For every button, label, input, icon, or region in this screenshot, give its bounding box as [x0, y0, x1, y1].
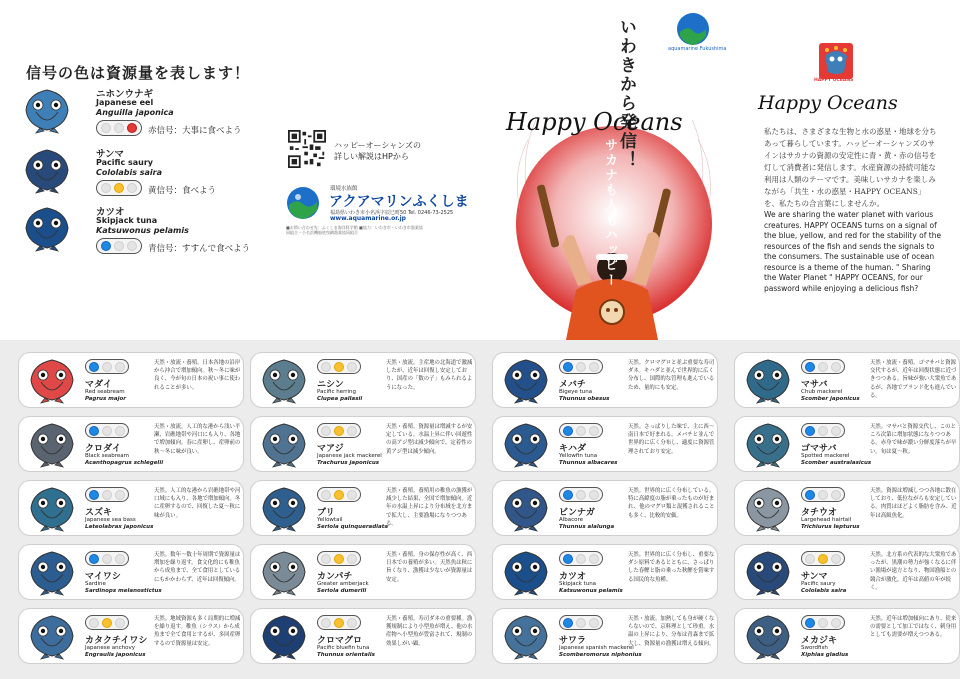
fish-name-scientific: Trachurus japonicus: [317, 460, 380, 466]
traffic-light: [317, 551, 361, 566]
signal-blue-lamp: [805, 554, 815, 564]
fish-name-scientific: Cololabis saira: [96, 168, 163, 177]
fish-name-jp: クロマグロ: [317, 636, 363, 646]
signal-blue-lamp: [101, 123, 111, 133]
signal-blue-lamp: [101, 183, 111, 193]
traffic-light: [801, 423, 845, 438]
signal-blue-lamp: [805, 426, 815, 436]
fish-name-scientific: Sardinops melanostictus: [85, 588, 162, 594]
signal-red-lamp: [347, 426, 357, 436]
signal-yellow-lamp: [102, 554, 112, 564]
fish-name-en: Red seabream: [85, 389, 125, 395]
headline-vertical: いわきから発信！: [616, 18, 636, 170]
traffic-light: [317, 423, 361, 438]
fish-description: 天然。人工的な港から岩礁地帯や河口域にも入り、各地で増加傾向。冬に産卵するので、回復した夏〜秋に味が良い。: [154, 488, 241, 519]
fish-description: 天然・養殖。資源量は増減するが安定している。水温上昇に伴い回遊性の高アジ型は減少傾向で、定着性の黄アジ型は減少傾向。: [386, 424, 473, 455]
fish-description: 天然・放流。主産地の北海道で激減したが、近年は回復し安定しており、国産の「数の子」もみられるようになった。: [386, 360, 473, 391]
signal-blue-lamp: [563, 362, 573, 372]
signal-red-lamp: [347, 618, 357, 628]
fish-name-scientific: Scomberomorus niphonius: [559, 652, 642, 658]
fish-name-jp: マダイ: [85, 380, 112, 390]
eel-icon: [22, 88, 72, 134]
traffic-light: [801, 551, 845, 566]
fish-description: 天然・放流・養殖。日本各地の沿岸から沖合で増加傾向。秋〜冬に味が良く、今が旬の日本の祝い事に使われることが多い。: [154, 360, 241, 391]
signal-red-lamp: [831, 554, 841, 564]
signal-red-lamp: [127, 123, 137, 133]
fish-name-scientific: Katsuwonus pelamis: [96, 226, 189, 235]
traffic-light: [85, 551, 129, 566]
signal-blue-lamp: [563, 618, 573, 628]
fish-card[interactable]: [734, 608, 960, 664]
fish-card[interactable]: [250, 480, 476, 536]
fish-description: 天然。北方系の代表的な大衆魚であったが、黒潮の勢力が強くなるに伴い漁場が遠方となり、物国漁船との競合が激化。近年は高値の年が続く。: [870, 552, 957, 591]
fish-card[interactable]: [18, 608, 244, 664]
fish-card[interactable]: [492, 544, 718, 600]
fish-description: 天然。クロマグロと並ぶ重要な寿司ダネ。キハダと並んで世界的に広く分布し、国際的な管理も進んでいるため、量的にも安定。: [628, 360, 715, 391]
fish-card[interactable]: [250, 352, 476, 408]
fish-card-grid: [0, 340, 960, 679]
traffic-light: [85, 487, 129, 502]
signal-blue-lamp: [563, 426, 573, 436]
fish-name-jp: ビンナガ: [559, 508, 595, 518]
fish-name-en: Japanese eel: [96, 98, 154, 107]
legend-row: [18, 86, 258, 142]
fish-name-en: Yellowtail: [317, 517, 343, 523]
fish-card[interactable]: [18, 416, 244, 472]
signal-red-lamp: [347, 554, 357, 564]
fish-name-en: Largehead hairtail: [801, 517, 852, 523]
traffic-light: [559, 615, 603, 630]
legend-title: 信号の色は資源量を表します！: [26, 64, 251, 82]
fish-name-scientific: Trichiurus lepturus: [801, 524, 860, 530]
fish-description: 天然。近年は増加傾向にあり、従来の需要として加工ではなく、刺身用としても需要が増えつつある。: [870, 616, 957, 639]
traffic-light: [559, 551, 603, 566]
saury-icon: [22, 148, 72, 194]
fish-name-en: Swordfish: [801, 645, 828, 651]
herring-icon: [259, 358, 309, 404]
signal-blue-lamp: [89, 618, 99, 628]
fish-name-jp: カタクチイワシ: [85, 636, 148, 646]
sardine-icon: [27, 550, 77, 596]
fish-name-scientific: Anguilla japonica: [96, 108, 174, 117]
fish-name-jp: ニホンウナギ: [96, 89, 154, 100]
signal-red-lamp: [127, 241, 137, 251]
signal-yellow-lamp: [114, 123, 124, 133]
fish-description: 天然・養殖。寿司ダネの重要種。漁獲規制により小型魚が増え、他の水産物へ小型魚が豊富されて、規制の効果しがい顕。: [386, 616, 473, 647]
fish-description: 天然。さっぱりした味で、主に西〜南日本で好まれる。メバチと並んで世界的に広く分布し、適度に資源管理されており安定。: [628, 424, 715, 455]
signal-yellow-lamp: [334, 490, 344, 500]
fish-name-en: Sardine: [85, 581, 106, 587]
signal-yellow-lamp: [576, 426, 586, 436]
fish-card[interactable]: [492, 352, 718, 408]
fish-description: 天然。資源は増減しつつ各地に散在しており、低位ながらも安定している。肉質はほどよく脂肪を含み、近年は高級魚化。: [870, 488, 957, 519]
fine-print: ■お問い合わせ先：ふくしま海洋科学館 ■協力：いわき市・いわき市漁業協同組合・小名浜機船底曳網漁業協同組合: [286, 225, 423, 235]
signal-blue-lamp: [805, 490, 815, 500]
fish-card[interactable]: [734, 416, 960, 472]
signal-red-lamp: [115, 618, 125, 628]
bluefin-tuna-icon: [259, 614, 309, 660]
fish-name-en: Pacific saury: [801, 581, 836, 587]
signal-red-lamp: [831, 426, 841, 436]
signal-red-lamp: [589, 554, 599, 564]
fish-card[interactable]: [18, 544, 244, 600]
signal-red-lamp: [831, 490, 841, 500]
black-seabream-icon: [27, 422, 77, 468]
traffic-light: [85, 423, 129, 438]
fish-description: 天然。マサバと資源交代し、このところ次第に増加状態になりつつある。赤身で味が濃い分鮮度落ちが早い。旬は夏〜秋。: [870, 424, 957, 455]
signal-blue-lamp: [321, 618, 331, 628]
fish-name-en: Spotted mackerel: [801, 453, 850, 459]
aquarium-url-link[interactable]: www.aquamarine.or.jp: [330, 215, 406, 222]
signal-red-lamp: [347, 490, 357, 500]
fish-name-en: Bigeye tuna: [559, 389, 593, 395]
signal-red-lamp: [589, 426, 599, 436]
fish-name-scientific: Thunnus alalunga: [559, 524, 615, 530]
signal-yellow-lamp: [576, 362, 586, 372]
signal-yellow-lamp: [334, 426, 344, 436]
fish-card[interactable]: [18, 480, 244, 536]
signal-blue-lamp: [89, 426, 99, 436]
signal-blue-lamp: [563, 490, 573, 500]
signal-yellow-lamp: [576, 554, 586, 564]
signal-red-lamp: [115, 490, 125, 500]
fish-name-scientific: Lateolabrax japonicus: [85, 524, 154, 530]
traffic-light: [801, 487, 845, 502]
fish-name-en: Black seabream: [85, 453, 129, 459]
signal-meaning: 黄信号：食べよう: [148, 186, 217, 196]
fish-name-en: Pacific herring: [317, 389, 357, 395]
fish-card[interactable]: [492, 480, 718, 536]
signal-yellow-lamp: [102, 362, 112, 372]
fish-description: 天然。地域資源も多く局期的に増減を繰り返す。稚魚（シラス）から成魚まで全て食用とするが、多回産卵するので資源量は安定。: [154, 616, 241, 647]
qr-caption-line: ハッピーオーシャンズの: [334, 141, 421, 150]
about-panel: [744, 0, 960, 340]
aquarium-name: アクアマリンふくしま: [329, 194, 469, 210]
signal-blue-lamp: [321, 490, 331, 500]
qr-caption: [334, 140, 421, 162]
fish-name-scientific: Seriola dumerili: [317, 588, 367, 594]
fish-name-scientific: Cololabis saira: [801, 588, 847, 594]
aquamarine-globe-icon: [676, 12, 710, 46]
fish-name-jp: メバチ: [559, 380, 586, 390]
fish-description: 天然。世界的に広く分布し、重要なダシ原料であるとともに、さっぱりした春鰹と脂の乗った秋鰹を賞味する国民的な魚種。: [628, 552, 715, 583]
fish-name-jp: サンマ: [801, 572, 828, 582]
fish-name-jp: ブリ: [317, 508, 335, 518]
traffic-light: [559, 487, 603, 502]
signal-blue-lamp: [321, 554, 331, 564]
fish-name-scientific: Pagrus major: [85, 396, 126, 402]
fish-name-en: Pacific saury: [96, 158, 154, 167]
fish-name-jp: カツオ: [96, 207, 125, 218]
legend-row: [18, 146, 258, 202]
fish-name-jp: メカジキ: [801, 636, 838, 646]
traffic-light: [801, 615, 845, 630]
signal-yellow-lamp: [576, 618, 586, 628]
fish-name-jp: サンマ: [96, 149, 125, 160]
signal-blue-lamp: [321, 426, 331, 436]
fish-name-scientific: Thunnus orientalis: [317, 652, 375, 658]
signal-yellow-lamp: [818, 362, 828, 372]
fish-name-jp: マイワシ: [85, 572, 121, 582]
fish-name-en: Yellowfin tuna: [559, 453, 598, 459]
fish-name-en: Chub mackerel: [801, 389, 843, 395]
happy-oceans-title: Happy Oceans: [506, 108, 683, 136]
yellowfin-tuna-icon: [501, 422, 551, 468]
fish-name-en: Greater amberjack: [317, 581, 369, 587]
fish-name-scientific: Scomber australasicus: [801, 460, 872, 466]
signal-red-lamp: [115, 554, 125, 564]
signal-meaning: 青信号：すすんで食べよう: [148, 244, 251, 254]
fish-card[interactable]: [492, 416, 718, 472]
fish-card[interactable]: [492, 608, 718, 664]
poster-panel: [492, 0, 728, 340]
signal-blue-lamp: [89, 362, 99, 372]
fish-name-en: Skipjack tuna: [96, 216, 158, 225]
fish-name-jp: タチウオ: [801, 508, 838, 518]
traffic-light: [96, 238, 142, 254]
signal-meaning: 赤信号：大事に食べよう: [148, 126, 242, 136]
fish-name-en: Japanese sea bass: [85, 517, 136, 523]
fish-description: 天然・養殖。養殖用の稚魚の漁獲が減少した結果、全国で増加傾向。近年の水温上昇により分布域を北方まで拡大し、主要漁場になりつつある。: [386, 488, 473, 527]
aquamarine-logo-text: aquamarine Fukushima: [668, 46, 727, 52]
chub-mackerel-icon: [743, 358, 793, 404]
happy-oceans-heading: Happy Oceans: [758, 92, 898, 114]
fish-card[interactable]: [18, 352, 244, 408]
fish-name-scientific: Scomber japonicus: [801, 396, 860, 402]
fish-card[interactable]: [250, 416, 476, 472]
signal-blue-lamp: [321, 362, 331, 372]
yellowtail-icon: [259, 486, 309, 532]
signal-red-lamp: [589, 618, 599, 628]
red-seabream-icon: [27, 358, 77, 404]
amberjack-icon: [259, 550, 309, 596]
fish-name-scientific: Clupea pallasii: [317, 396, 363, 402]
signal-blue-lamp: [89, 554, 99, 564]
fish-description: 天然・放流。人工的な港から浅い平瀬、岩礁地帯や河口にも入り、各地で増加傾向。春に産卵し、産卵前の秋〜冬に味が良い。: [154, 424, 241, 455]
signal-yellow-lamp: [818, 618, 828, 628]
sea-bass-icon: [27, 486, 77, 532]
happy-oceans-logo-icon: [818, 42, 854, 80]
fish-card[interactable]: [250, 544, 476, 600]
signal-yellow-lamp: [576, 490, 586, 500]
signal-yellow-lamp: [114, 241, 124, 251]
signal-yellow-lamp: [102, 618, 112, 628]
signal-yellow-lamp: [334, 618, 344, 628]
traffic-light: [801, 359, 845, 374]
signal-blue-lamp: [563, 554, 573, 564]
traffic-light: [96, 120, 142, 136]
traffic-light: [96, 180, 142, 196]
fish-name-scientific: Acanthopagrus schlegelii: [85, 460, 164, 466]
albacore-icon: [501, 486, 551, 532]
fish-name-scientific: Engraulis japonicus: [85, 652, 146, 658]
signal-red-lamp: [115, 362, 125, 372]
fish-name-scientific: Seriola quinqueradiata: [317, 524, 389, 530]
traffic-light: [85, 615, 129, 630]
signal-red-lamp: [831, 362, 841, 372]
aquarium-logo-icon: [286, 186, 320, 220]
fish-card[interactable]: [734, 352, 960, 408]
signal-yellow-lamp: [102, 426, 112, 436]
swordfish-icon: [743, 614, 793, 660]
qr-code[interactable]: [288, 130, 326, 168]
signal-red-lamp: [589, 490, 599, 500]
fish-name-jp: ゴマサバ: [801, 444, 837, 454]
spotted-mackerel-icon: [743, 422, 793, 468]
signal-yellow-lamp: [818, 554, 828, 564]
signal-red-lamp: [115, 426, 125, 436]
aquarium-address: 福島県いわき市小名浜字辰巳町50 Tel. 0246-73-2525: [330, 210, 454, 216]
fish-name-jp: スズキ: [85, 508, 113, 518]
traffic-light: [85, 359, 129, 374]
traffic-light: [559, 423, 603, 438]
traffic-light: [559, 359, 603, 374]
fish-name-jp: カンパチ: [317, 572, 353, 582]
spanish-mackerel-icon: [501, 614, 551, 660]
fish-name-jp: サワラ: [559, 636, 587, 646]
fish-name-jp: マアジ: [317, 444, 344, 454]
fish-card[interactable]: [734, 480, 960, 536]
fish-name-scientific: Thunnus obesus: [559, 396, 610, 402]
signal-yellow-lamp: [818, 490, 828, 500]
fish-name-jp: カツオ: [559, 572, 587, 582]
hairtail-icon: [743, 486, 793, 532]
signal-yellow-lamp: [818, 426, 828, 436]
signal-blue-lamp: [805, 618, 815, 628]
signal-blue-lamp: [89, 490, 99, 500]
fish-description: 天然。数年〜数十年周期で資源量は増加を繰り返す。食文化的にも稚魚から成魚まで、全て食用としているにもかかわらず、近年は回復傾向。: [154, 552, 241, 583]
signal-red-lamp: [831, 618, 841, 628]
fish-name-jp: ニシン: [317, 380, 344, 390]
fish-description: 天然。世界的に広く分布している。特に高緯度の脂が乗ったものが好まれ、他のマグロ類と混獲されることも多く、比較的安価。: [628, 488, 715, 519]
traffic-light: [317, 487, 361, 502]
fish-name-en: Japanese anchovy: [85, 645, 135, 651]
fish-name-scientific: Xiphias gladius: [801, 652, 849, 658]
signal-yellow-lamp: [334, 362, 344, 372]
fish-card[interactable]: [734, 544, 960, 600]
fish-description: 天然・放流。加熱しても身が硬くならないので、京料理として珍重。水温の上昇により、分布は青森まで拡大し、資源量の漁獲は増える傾向。: [628, 616, 715, 647]
legend-row: [18, 204, 258, 260]
traffic-light: [317, 359, 361, 374]
fish-description: 天然・養殖。身の保存性が高く、西日本での養殖が多い。天然魚は秋に旨くなり、漁獲は少ないが資源量は安定。: [386, 552, 473, 583]
signal-yellow-lamp: [334, 554, 344, 564]
fish-name-en: Skipjack tuna: [559, 581, 597, 587]
signal-yellow-lamp: [114, 183, 124, 193]
skipjack-icon: [22, 206, 72, 252]
jack-mackerel-icon: [259, 422, 309, 468]
signal-yellow-lamp: [102, 490, 112, 500]
fish-name-jp: キハダ: [559, 444, 587, 454]
fish-description: 天然・放流・養殖。ゴマサバと資源交代するが、近年は回復状態に近づきつつある。旨味が強い大衆魚であるが、各地でブランド化も進んでいる。: [870, 360, 957, 399]
bigeye-tuna-icon: [501, 358, 551, 404]
traffic-light: [317, 615, 361, 630]
fish-name-jp: マサバ: [801, 380, 828, 390]
fish-name-en: Pacific bluefin tuna: [317, 645, 370, 651]
signal-red-lamp: [347, 362, 357, 372]
fish-name-jp: クロダイ: [85, 444, 121, 454]
aquarium-subtitle: 環境水族館: [330, 186, 358, 192]
anchovy-icon: [27, 614, 77, 660]
signal-red-lamp: [127, 183, 137, 193]
fish-name-en: Japanese jack mackerel: [317, 453, 382, 459]
logo-label: HAPPY OCEANS: [814, 78, 854, 83]
signal-red-lamp: [589, 362, 599, 372]
qr-caption-line: 詳しい解説はHPから: [334, 152, 409, 161]
japanese-description: 私たちは、さまざまな生物と水の惑星・地球を分ちあって暮らしています。ハッピーオーシャンズのサインはサカナの資源の安定性に青・黄・赤の信号を灯して消費者に発信します。水産資源の持続可能な利用は人類のテーマです。美味しいサカナを楽しみながら「共生・水の惑星・HAPPY OCEANS」を、私たちの合言葉にしませんか。: [764, 127, 937, 208]
fish-name-en: Albacore: [559, 517, 584, 523]
fish-name-scientific: Katsuwonus pelamis: [559, 588, 623, 594]
english-description: We are sharing the water planet with various creatures. HAPPY OCEANS turns on a signal of the blue, yellow, and red for the stability of the resources of the fish and sends the signals to the consumers. The sustainable use of ocean resource is a theme of the human. " Sharing the Water Planet " HAPPY OCEANS, for our password while enjoying a delicious fish?: [764, 210, 942, 293]
fish-card[interactable]: [250, 608, 476, 664]
fish-name-scientific: Thunnus albacares: [559, 460, 618, 466]
signal-blue-lamp: [805, 362, 815, 372]
skipjack-card-icon: [501, 550, 551, 596]
fish-name-en: Japanese spanish mackerel: [559, 645, 634, 651]
saury-card-icon: [743, 550, 793, 596]
signal-blue-lamp: [101, 241, 111, 251]
tagline-vertical: サカナも人もハッピー: [602, 138, 617, 288]
